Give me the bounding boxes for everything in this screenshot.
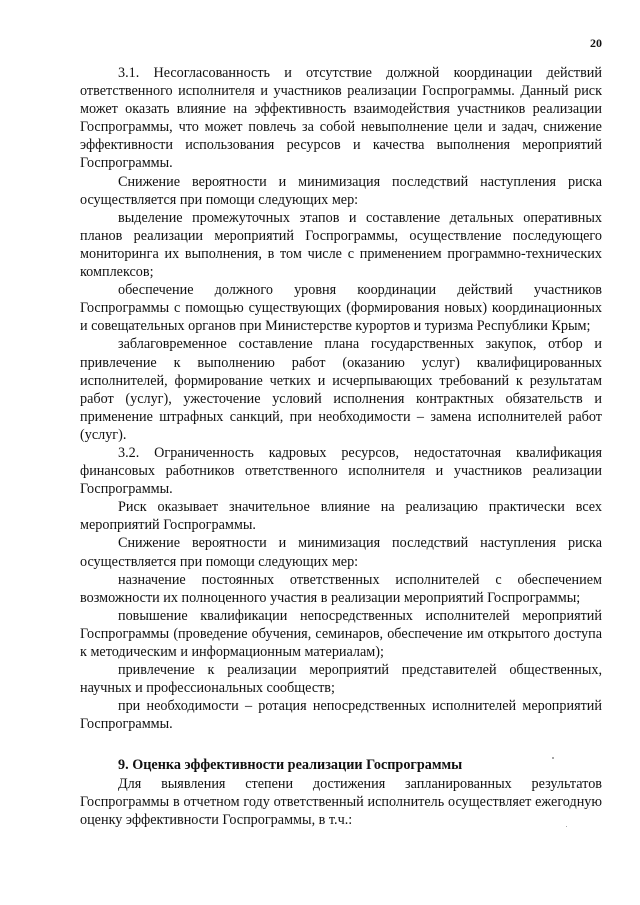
scan-speck (552, 757, 554, 759)
scan-speck (566, 826, 567, 827)
paragraph-measure-rotation: при необходимости – ротация непосредственных исполнителей мероприятий Госпрограммы. (80, 698, 602, 733)
paragraph-measure-interim-stages: выделение промежуточных этапов и составление детальных оперативных планов реализации мероприятий Госпрограммы, осуществление последующего мониторинга их выполнения, в том числе с применением программно-технических комплексов; (80, 209, 602, 281)
paragraph-measure-public-involvement: привлечение к реализации мероприятий представителей общественных, научных и профессиональных сообществ; (80, 662, 602, 697)
paragraph-risk-mitigation-intro: Снижение вероятности и минимизация последствий наступления риска осуществляется при помощи следующих мер: (80, 173, 602, 208)
paragraph-measure-procurement: заблаговременное составление плана государственных закупок, отбор и привлечение к выполнению работ (оказанию услуг) квалифицированных исполнителей, формирование четких и исчерпывающих требований к результатам работ (услуг), ужесточение условий исполнения контрактных обязательств и применение штрафных санкций, при необходимости – замена исполнителей работ (услуг). (80, 336, 602, 443)
paragraph-evaluation-intro: Для выявления степени достижения запланированных результатов Госпрограммы в отчетном году ответственный исполнитель осуществляет ежегодную оценку эффективности Госпрограммы, в т.ч.: (80, 775, 602, 828)
paragraph-measure-permanent-staff: назначение постоянных ответственных исполнителей с обеспечением возможности их полноценного участия в реализации мероприятий Госпрограммы; (80, 571, 602, 606)
paragraph-risk-3-1: 3.1. Несогласованность и отсутствие должной координации действий ответственного исполнителя и участников реализации Госпрограммы. Данный риск может оказать влияние на эффективность взаимодействия участников реализации Госпрограммы, что может повлечь за собой невыполнение цели и задач, снижение эффективности использования ресурсов и качества выполнения мероприятий Госпрограммы. (80, 65, 602, 172)
section-heading: 9. Оценка эффективности реализации Госпрограммы (118, 757, 463, 774)
paragraph-measure-training: повышение квалификации непосредственных исполнителей мероприятий Госпрограммы (проведение обучения, семинаров, обеспечение им открытого доступа к методическим и информационным материалам); (80, 607, 602, 660)
document-body (80, 64, 602, 829)
paragraph-measure-coordination: обеспечение должного уровня координации действий участников Госпрограммы с помощью существующих (формирования новых) координационных и совещательных органов при Министерстве курортов и туризма Республики Крым; (80, 282, 602, 335)
paragraph-risk-3-2: 3.2. Ограниченность кадровых ресурсов, недостаточная квалификация финансовых работников ответственного исполнителя и участников реализации Госпрограммы. (80, 444, 602, 498)
paragraph-risk-impact: Риск оказывает значительное влияние на реализацию практически всех мероприятий Госпрограммы. (80, 499, 602, 534)
page-number: 20 (590, 36, 602, 50)
paragraph-risk-mitigation-intro-2: Снижение вероятности и минимизация последствий наступления риска осуществляется при помощи следующих мер: (80, 535, 602, 570)
